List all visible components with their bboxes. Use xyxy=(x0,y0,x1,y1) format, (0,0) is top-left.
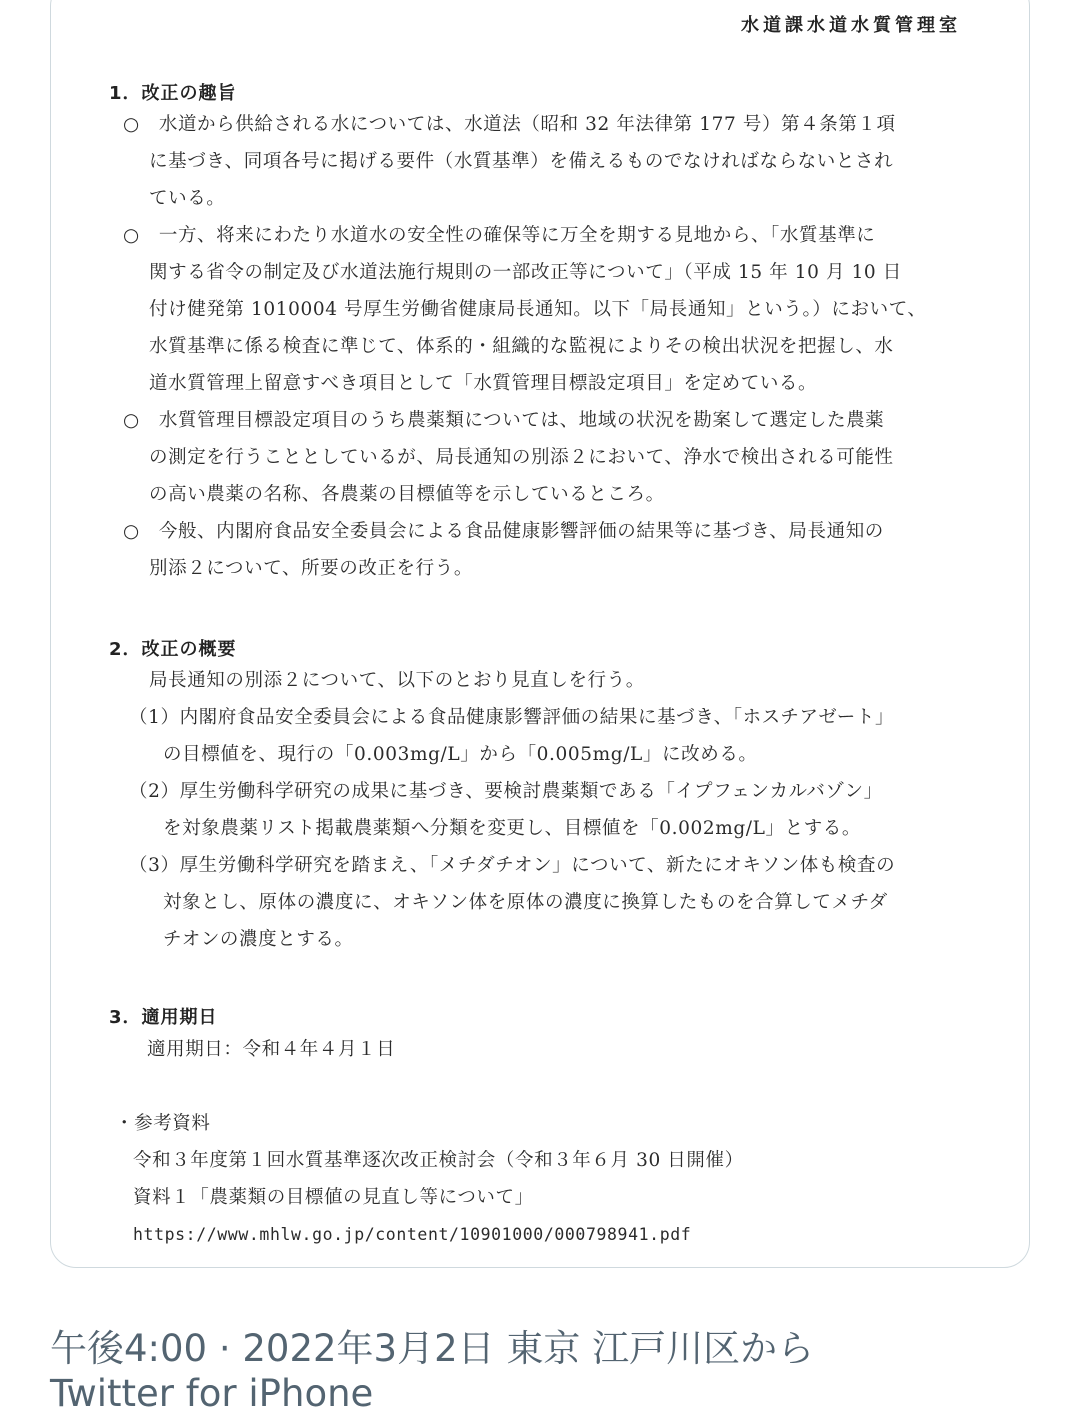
section-heading-effective-date: 3．適用期日 xyxy=(109,1007,218,1028)
text-line: （1）内閣府食品安全委員会による食品健康影響評価の結果に基づき、「ホスチアゼート」 xyxy=(129,707,895,728)
text-line: ○ 水質管理目標設定項目のうち農薬類については、地域の状況を勘案して選定した農薬 xyxy=(123,410,885,431)
text-line: の目標値を、現行の「0.003mg/L」から「0.005mg/L」に改める。 xyxy=(163,744,758,765)
text-line: ○ 今般、内閣府食品安全委員会による食品健康影響評価の結果等に基づき、局長通知の xyxy=(123,521,884,542)
text-line: に基づき、同項各号に掲げる要件（水質基準）を備えるものでなければならないとされ xyxy=(149,151,894,172)
text-line: 付け健発第 1010004 号厚生労働省健康局長通知。以下「局長通知」という。）において、 xyxy=(149,299,927,320)
summary-item-2 xyxy=(129,773,883,847)
text-line: 適用期日：令和４年４月１日 xyxy=(147,1039,396,1060)
effective-date xyxy=(147,1031,395,1068)
paragraph-3 xyxy=(123,402,894,513)
text-line: 資料１「農薬類の目標値の見直し等について」 xyxy=(133,1187,534,1208)
text-line: の高い農薬の名称、各農薬の目標値等を示しているところ。 xyxy=(149,484,665,505)
department-label: 水道課水道水質管理室 xyxy=(741,15,961,36)
section-heading-purpose: 1．改正の趣旨 xyxy=(109,83,237,104)
text-line: 水質基準に係る検査に準じて、体系的・組織的な監視によりその検出状況を把握し、水 xyxy=(149,336,894,357)
text-line: 局長通知の別添２について、以下のとおり見直しを行う。 xyxy=(149,670,645,691)
paragraph-1 xyxy=(123,106,896,217)
summary-intro xyxy=(149,662,645,699)
reference-block xyxy=(115,1105,744,1253)
text-line: ○ 水道から供給される水については、水道法（昭和 32 年法律第 177 号）第４条第１項 xyxy=(123,114,896,135)
text-line: （2）厚生労働科学研究の成果に基づき、要検討農薬類である「イプフェンカルバゾン」 xyxy=(129,781,883,802)
text-line: チオンの濃度とする。 xyxy=(163,929,354,950)
reference-url: https://www.mhlw.go.jp/content/10901000/000798941.pdf xyxy=(133,1225,692,1244)
tweet-source[interactable]: Twitter for iPhone xyxy=(50,1372,374,1415)
document-scan xyxy=(51,0,1029,1267)
text-line: （3）厚生労働科学研究を踏まえ、「メチダチオン」について、新たにオキソン体も検査の xyxy=(129,855,896,876)
paragraph-4 xyxy=(123,513,884,587)
tweet-timestamp[interactable]: 午後4:00 · 2022年3月2日 東京 江戸川区から xyxy=(50,1327,815,1370)
reference-heading: ・参考資料 xyxy=(115,1113,211,1134)
paragraph-2 xyxy=(123,217,927,402)
text-line: 関する省令の制定及び水道法施行規則の一部改正等について」（平成 15 年 10 月 10 日 xyxy=(149,262,902,283)
summary-item-3 xyxy=(129,847,895,958)
text-line: を対象農薬リスト掲載農薬類へ分類を変更し、目標値を「0.002mg/L」とする。 xyxy=(163,818,861,839)
tweet-image-card[interactable] xyxy=(50,0,1030,1268)
text-line: ている。 xyxy=(149,188,226,209)
text-line: 別添２について、所要の改正を行う。 xyxy=(149,558,473,579)
text-line: ○ 一方、将来にわたり水道水の安全性の確保等に万全を期する見地から、「水質基準に xyxy=(123,225,876,246)
section-heading-summary: 2．改正の概要 xyxy=(109,639,237,660)
text-line: 対象とし、原体の濃度に、オキソン体を原体の濃度に換算したものを合算してメチダ xyxy=(163,892,888,913)
text-line: の測定を行うこととしているが、局長通知の別添２において、浄水で検出される可能性 xyxy=(149,447,894,468)
summary-item-1 xyxy=(129,699,894,773)
text-line: 道水質管理上留意すべき項目として「水質管理目標設定項目」を定めている。 xyxy=(149,373,818,394)
text-line: 令和３年度第１回水質基準逐次改正検討会（令和３年６月 30 日開催） xyxy=(133,1150,744,1171)
